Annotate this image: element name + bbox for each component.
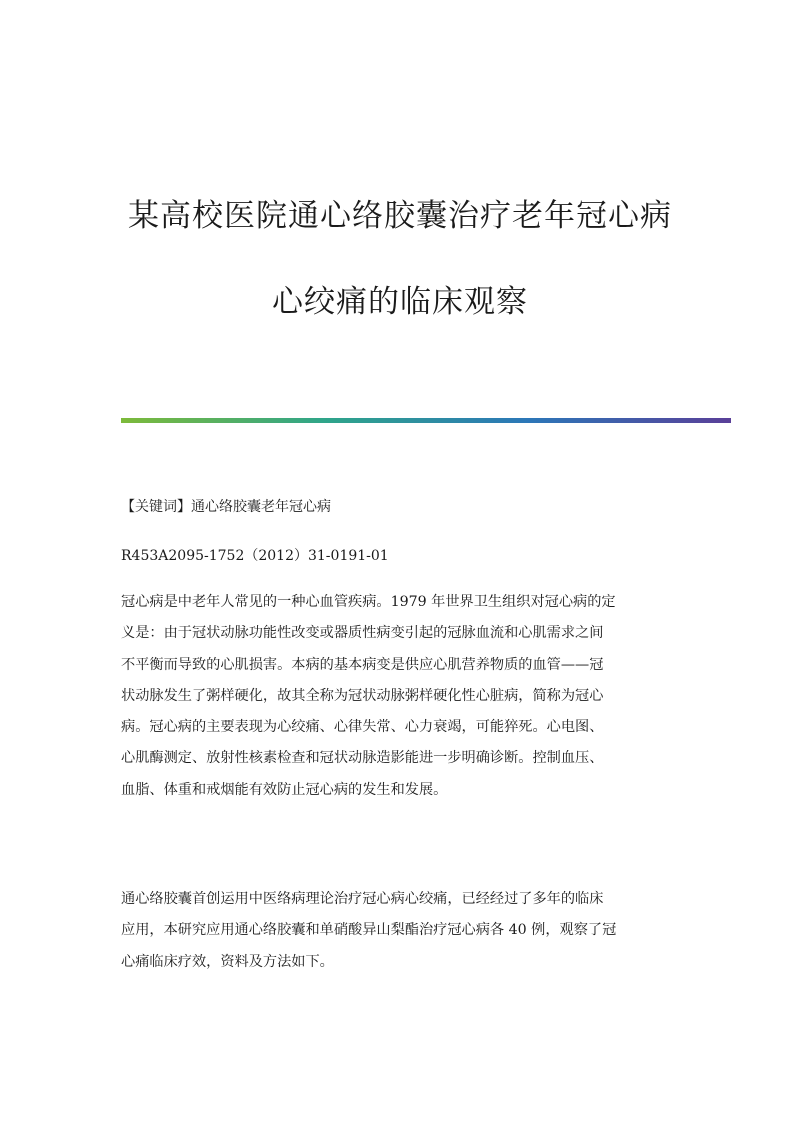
paragraph-line: 病。冠心病的主要表现为心绞痛、心律失常、心力衰竭，可能猝死。心电图、 — [121, 719, 604, 736]
paragraph-line: 血脂、体重和戒烟能有效防止冠心病的发生和发展。 — [121, 781, 448, 798]
paragraph-line: 冠心病是中老年人常见的一种心血管疾病。1979 年世界卫生组织对冠心病的定 — [121, 594, 616, 610]
paragraph-line: 通心络胶囊首创运用中医络病理论治疗冠心病心绞痛，已经经过了多年的临床 — [121, 891, 604, 907]
document-title-line-1: 某高校医院通心络胶囊治疗老年冠心病 — [128, 198, 672, 234]
paragraph-line: 义是：由于冠状动脉功能性改变或器质性病变引起的冠脉血流和心肌需求之间 — [121, 625, 604, 642]
body-paragraph-2 — [121, 884, 681, 978]
paragraph-line: 心痛临床疗效，资料及方法如下。 — [121, 953, 334, 970]
paragraph-line: 心肌酶测定、放射性核素检查和冠状动脉造影能进一步明确诊断。控制血压、 — [121, 750, 604, 767]
keywords-line: 【关键词】通心络胶囊老年冠心病 — [121, 499, 331, 515]
classification-code: R453A2095-1752（2012）31-0191-01 — [121, 548, 389, 564]
body-paragraph-1 — [121, 587, 681, 806]
title-divider — [121, 418, 731, 423]
paragraph-line: 状动脉发生了粥样硬化，故其全称为冠状动脉粥样硬化性心脏病，简称为冠心 — [121, 687, 604, 704]
paragraph-line: 应用，本研究应用通心络胶囊和单硝酸异山梨酯治疗冠心病各 40 例，观察了冠 — [121, 922, 617, 939]
document-title-line-2: 心绞痛的临床观察 — [272, 284, 528, 320]
paragraph-line: 不平衡而导致的心肌损害。本病的基本病变是供应心肌营养物质的血管——冠 — [121, 656, 604, 673]
